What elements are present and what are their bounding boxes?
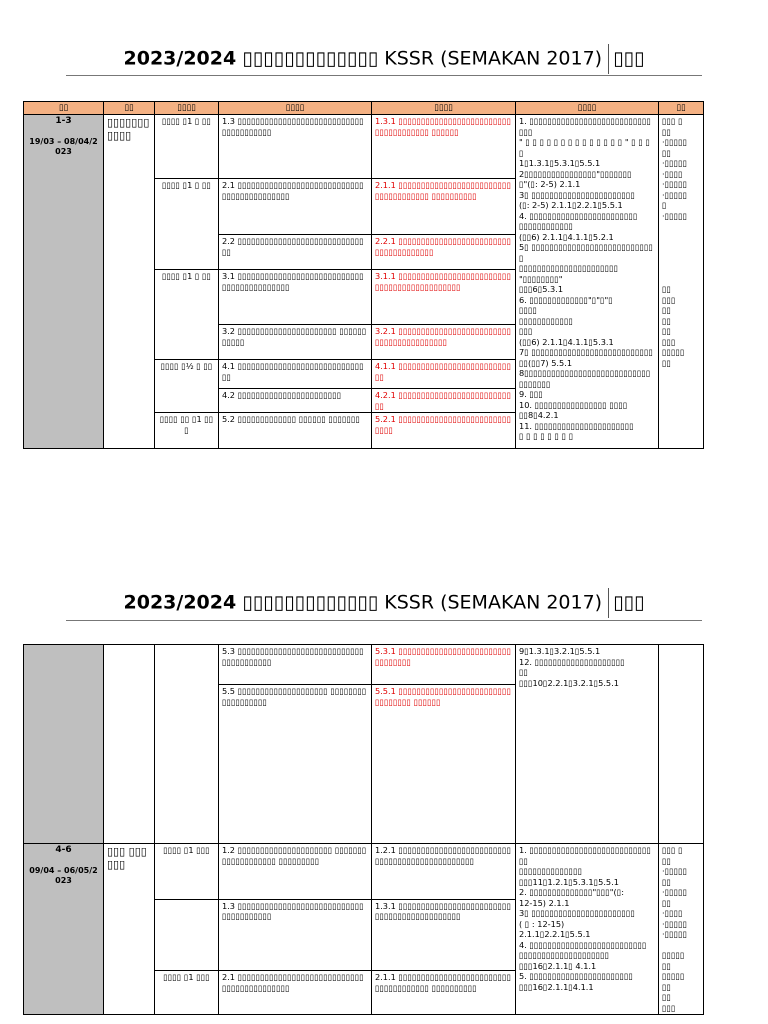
activity-line: 3▯ ▯▯▯▯▯▯▯▯▯▯▯▯▯▯▯▯▯▯▯▯▯▯▯: [519, 908, 635, 918]
note-line: ·▯▯▯▯▯: [662, 918, 688, 929]
title-kssr: KSSR (SEMAKAN 2017): [384, 47, 603, 70]
learning-standard: 3.2.1 ▯▯▯▯▯▯▯▯▯▯▯▯▯▯▯▯▯▯▯▯▯▯▯▯▯▯▯▯▯▯▯▯▯▯▯▯▯▯▯▯▯: [372, 325, 516, 360]
activity-line: 2.1.1▯2.2.1▯5.5.1: [519, 929, 591, 939]
note-line: ▯▯: [662, 126, 672, 137]
title-year: 2023/2024: [123, 47, 237, 70]
header-notes: ▯▯: [659, 102, 704, 115]
content-standard: 2.1 ▯▯▯▯▯▯▯▯▯▯▯▯▯▯▯▯▯▯▯▯▯▯▯▯▯▯▯▯▯▯▯▯▯▯▯▯▯▯▯▯▯▯▯: [219, 971, 372, 1015]
skill-cell: ▯▯▯▯ ▯1 ▯ ▯▯: [155, 270, 219, 360]
week-cell: [24, 844, 104, 1015]
title-year: 2023/2024: [123, 591, 237, 614]
note-line: ·▯▯▯▯▯: [662, 887, 688, 897]
activity-line: ▯▯▯6▯5.3.1: [519, 284, 564, 294]
week-cell: [24, 645, 104, 844]
note-line: ·▯▯▯▯▯: [662, 137, 688, 147]
activity-line: 10. ▯▯▯▯▯▯▯▯▯▯▯▯▯▯▯▯ ▯▯▯▯: [519, 399, 628, 410]
activity-line: ▯▯▯▯▯▯▯▯▯▯▯▯: [519, 315, 574, 326]
note-line: [662, 221, 700, 232]
notes-cell: [659, 645, 704, 844]
scheme-table-2: [23, 644, 704, 1015]
note-line: ▯▯▯▯▯: [662, 950, 685, 960]
note-line: ▯▯: [662, 981, 672, 992]
activity-line: 9. ▯▯▯: [519, 389, 543, 399]
content-standard: 5.3 ▯▯▯▯▯▯▯▯▯▯▯▯▯▯▯▯▯▯▯▯▯▯▯▯▯▯▯▯▯▯▯▯▯▯▯▯▯▯▯: [219, 645, 372, 685]
table-header-row: [24, 102, 704, 115]
activity-line: 11. ▯▯▯▯▯▯▯▯▯▯▯▯▯▯▯▯▯▯▯▯▯▯: [519, 420, 634, 431]
notes-cell: [659, 844, 704, 1015]
skill-cell: [155, 899, 219, 971]
activity-line: ▯"(▯: 2-5) 2.1.1: [519, 179, 581, 189]
activity-line: 2▯▯▯▯▯▯▯▯▯▯▯▯▯▯▯▯"▯▯▯▯▯▯▯: [519, 168, 632, 179]
activity-line: ▯▯▯10▯2.2.1▯3.2.1▯5.5.1: [519, 677, 619, 688]
note-line: ▯▯: [662, 876, 672, 887]
activities-cell: [516, 115, 659, 449]
note-line: [662, 232, 700, 243]
page-title: [66, 44, 702, 74]
note-line: ▯: [662, 200, 667, 210]
activity-line: 4. ▯▯▯▯▯▯▯▯▯▯▯▯▯▯▯▯▯▯▯▯▯▯▯▯▯▯: [519, 939, 647, 950]
content-standard: 4.1 ▯▯▯▯▯▯▯▯▯▯▯▯▯▯▯▯▯▯▯▯▯▯▯▯▯▯▯▯▯▯: [219, 360, 372, 389]
activity-line: 5▯ ▯▯▯▯▯▯▯▯▯▯▯▯▯▯▯▯▯▯▯▯▯▯▯▯▯▯▯▯: [519, 242, 653, 263]
note-line: ·▯▯▯▯▯: [662, 189, 688, 200]
week-number: 4-6: [55, 845, 72, 855]
activity-line: ▯▯▯▯▯▯▯▯▯▯▯▯▯▯▯▯▯▯▯▯▯▯: [519, 263, 619, 273]
note-line: ·▯▯▯▯▯: [662, 179, 688, 189]
activity-line: 8▯▯▯▯▯▯▯▯▯▯▯▯▯▯▯▯▯▯▯▯▯▯▯▯▯▯▯▯: [519, 368, 651, 378]
learning-standard: 5.2.1 ▯▯▯▯▯▯▯▯▯▯▯▯▯▯▯▯▯▯▯▯▯▯▯▯▯▯▯▯▯: [372, 413, 516, 449]
note-line: ·▯▯▯▯▯: [662, 210, 688, 221]
week-number: 1-3: [55, 116, 72, 126]
skill-cell: ▯▯▯▯ ▯1 ▯▯▯: [155, 844, 219, 900]
title-rule: [66, 75, 702, 76]
content-standard: 2.2 ▯▯▯▯▯▯▯▯▯▯▯▯▯▯▯▯▯▯▯▯▯▯▯▯▯▯▯▯▯▯: [219, 235, 372, 270]
content-standard: 3.2 ▯▯▯▯▯▯▯▯▯▯▯▯▯▯▯▯▯▯▯▯▯▯ ▯▯▯▯▯▯▯▯▯▯▯: [219, 325, 372, 360]
note-line: ▯▯▯ ▯: [662, 116, 683, 126]
title-suffix: ▯▯▯: [613, 47, 645, 70]
activity-line: 4. ▯▯▯▯▯▯▯▯▯▯▯▯▯▯▯▯▯▯▯▯▯▯▯▯: [519, 210, 638, 221]
activity-line: ▯▯▯16▯2.1.1▯4.1.1: [519, 981, 594, 992]
learning-standard: 4.1.1 ▯▯▯▯▯▯▯▯▯▯▯▯▯▯▯▯▯▯▯▯▯▯▯▯▯▯▯: [372, 360, 516, 389]
note-line: ▯▯: [662, 992, 672, 1002]
skill-cell: ▯▯▯▯ ▯1 ▯ ▯▯: [155, 179, 219, 270]
week-dates: 19/03 – 08/04/2023: [29, 136, 98, 156]
theme-cell: ▯▯▯ ▯▯▯▯▯▯: [104, 844, 155, 1015]
note-line: ▯▯: [662, 960, 672, 971]
activity-line: 2. ▯▯▯▯▯▯▯▯▯▯▯▯▯▯"▯▯▯"(▯:: [519, 887, 624, 897]
note-line: ▯▯▯▯▯: [662, 347, 685, 357]
page-title: [66, 588, 702, 618]
learning-standard: 1.3.1 ▯▯▯▯▯▯▯▯▯▯▯▯▯▯▯▯▯▯▯▯▯▯▯▯▯▯▯▯▯▯▯▯▯▯▯▯▯▯▯▯▯▯▯▯: [372, 899, 516, 971]
skill-cell: ▯▯▯▯ ▯▯ ▯1 ▯▯▯: [155, 413, 219, 449]
learning-standard: 5.3.1 ▯▯▯▯▯▯▯▯▯▯▯▯▯▯▯▯▯▯▯▯▯▯▯▯▯▯▯▯▯▯▯▯▯: [372, 645, 516, 685]
content-standard: 5.2 ▯▯▯▯▯▯▯▯▯▯▯▯▯ ▯▯▯▯▯▯ ▯▯▯▯▯▯▯: [219, 413, 372, 449]
activity-line: ▯▯▯▯▯▯▯▯▯▯▯▯: [519, 221, 574, 231]
title-suffix: ▯▯▯: [613, 591, 645, 614]
activity-line: ▯ ▯ ▯ ▯ ▯ ▯ ▯ ▯: [519, 431, 574, 441]
note-line: [662, 253, 700, 264]
header-learning-standard: ▯▯▯▯: [372, 102, 516, 115]
learning-standard: 2.1.1 ▯▯▯▯▯▯▯▯▯▯▯▯▯▯▯▯▯▯▯▯▯▯▯▯▯▯▯▯▯▯▯▯▯▯▯▯▯ ▯▯▯▯▯▯▯▯▯▯: [372, 971, 516, 1015]
content-standard: 1.3 ▯▯▯▯▯▯▯▯▯▯▯▯▯▯▯▯▯▯▯▯▯▯▯▯▯▯▯▯▯▯▯▯▯▯▯▯▯▯▯: [219, 115, 372, 179]
learning-standard: 1.3.1 ▯▯▯▯▯▯▯▯▯▯▯▯▯▯▯▯▯▯▯▯▯▯▯▯▯▯▯▯▯▯▯▯▯▯▯▯▯ ▯▯▯▯▯▯: [372, 115, 516, 179]
title-main: ▯▯▯▯▯▯▯▯▯▯▯▯▯: [242, 47, 379, 70]
learning-standard: 5.5.1 ▯▯▯▯▯▯▯▯▯▯▯▯▯▯▯▯▯▯▯▯▯▯▯▯▯▯▯▯▯▯▯▯▯ ▯▯▯▯▯▯: [372, 685, 516, 844]
content-standard: 3.1 ▯▯▯▯▯▯▯▯▯▯▯▯▯▯▯▯▯▯▯▯▯▯▯▯▯▯▯▯▯▯▯▯▯▯▯▯▯▯▯▯▯▯▯: [219, 270, 372, 325]
skill-cell: ▯▯▯▯ ▯1 ▯ ▯▯: [155, 115, 219, 179]
activity-line: " ▯ ▯ ▯ ▯ ▯ ▯ ▯ ▯ ▯ ▯ ▯ ▯ ▯ ▯ " ▯ ▯ ▯ ▯: [519, 137, 650, 158]
note-line: ▯▯: [662, 305, 672, 315]
title-main: ▯▯▯▯▯▯▯▯▯▯▯▯▯: [242, 591, 379, 614]
content-standard: 4.2 ▯▯▯▯▯▯▯▯▯▯▯▯▯▯▯▯▯▯▯▯▯▯▯: [219, 389, 372, 413]
activities-cell: [516, 844, 659, 1015]
activity-line: (▯: 2-5) 2.1.1▯2.2.1▯5.5.1: [519, 200, 623, 210]
note-line: ▯▯: [662, 284, 672, 294]
note-line: ▯▯▯▯▯: [662, 971, 685, 981]
notes-cell: [659, 115, 704, 449]
activities-cell: [516, 645, 659, 844]
activity-line: 5. ▯▯▯▯▯▯▯▯▯▯▯▯▯▯▯▯▯▯▯▯▯▯▯: [519, 971, 634, 981]
theme-cell: [104, 645, 155, 844]
note-line: ·▯▯▯▯: [662, 908, 683, 918]
activity-line: "▯▯▯▯▯▯▯▯": [519, 273, 563, 284]
activity-line: 3▯ ▯▯▯▯▯▯▯▯▯▯▯▯▯▯▯▯▯▯▯▯▯▯▯: [519, 189, 635, 200]
content-standard: 1.3 ▯▯▯▯▯▯▯▯▯▯▯▯▯▯▯▯▯▯▯▯▯▯▯▯▯▯▯▯▯▯▯▯▯▯▯▯▯▯▯: [219, 899, 372, 971]
activity-line: ▯▯▯▯▯▯▯▯▯▯▯▯▯▯▯▯▯▯▯▯: [519, 950, 610, 960]
note-line: ▯▯▯: [662, 336, 676, 347]
week-dates: 09/04 – 06/05/2023: [29, 865, 98, 885]
activity-line: ▯▯▯16▯2.1.1▯ 4.1.1: [519, 960, 597, 971]
note-line: ·▯▯▯▯▯: [662, 929, 688, 939]
content-standard: 5.5 ▯▯▯▯▯▯▯▯▯▯▯▯▯▯▯▯▯▯▯▯ ▯▯▯▯▯▯▯▯▯▯▯▯▯▯▯▯▯▯: [219, 685, 372, 844]
theme-cell: ▯▯▯▯▯▯▯▯▯▯▯: [104, 115, 155, 449]
note-line: ▯▯: [662, 357, 672, 368]
activity-line: 12-15) 2.1.1: [519, 897, 570, 908]
note-line: [662, 940, 700, 951]
skill-cell: [155, 645, 219, 844]
learning-standard: 1.2.1 ▯▯▯▯▯▯▯▯▯▯▯▯▯▯▯▯▯▯▯▯▯▯▯▯▯▯▯▯▯▯▯▯▯▯▯▯▯▯▯▯▯▯▯▯▯▯▯: [372, 844, 516, 900]
learning-standard: 3.1.1 ▯▯▯▯▯▯▯▯▯▯▯▯▯▯▯▯▯▯▯▯▯▯▯▯▯▯▯▯▯▯▯▯▯▯▯▯▯▯▯▯▯▯▯▯: [372, 270, 516, 325]
activity-line: ▯▯▯▯: [519, 305, 538, 315]
note-line: ·▯▯▯▯: [662, 168, 683, 179]
activity-line: 7▯ ▯▯▯▯▯▯▯▯▯▯▯▯▯▯▯▯▯▯▯▯▯▯▯▯▯▯▯: [519, 347, 653, 357]
learning-standard: 2.2.1 ▯▯▯▯▯▯▯▯▯▯▯▯▯▯▯▯▯▯▯▯▯▯▯▯▯▯▯▯▯▯▯▯▯▯▯▯▯▯: [372, 235, 516, 270]
activity-line: ( ▯ : 12-15): [519, 918, 565, 929]
learning-standard: 4.2.1 ▯▯▯▯▯▯▯▯▯▯▯▯▯▯▯▯▯▯▯▯▯▯▯▯▯▯▯: [372, 389, 516, 413]
activity-line: ▯▯8▯4.2.1: [519, 410, 559, 420]
activity-line: ▯▯: [519, 667, 529, 677]
title-divider: [608, 44, 609, 74]
header-skill: ▯▯▯▯: [155, 102, 219, 115]
title-rule: [66, 620, 702, 621]
activity-line: 1. ▯▯▯▯▯▯▯▯▯▯▯▯▯▯▯▯▯▯▯▯▯▯▯▯▯▯▯▯▯▯: [519, 116, 652, 137]
note-line: ▯▯: [662, 855, 672, 866]
title-kssr: KSSR (SEMAKAN 2017): [384, 591, 603, 614]
activity-line: ▯▯▯▯▯▯▯▯▯▯▯▯▯▯: [519, 866, 583, 876]
header-content-standard: ▯▯▯▯: [219, 102, 372, 115]
scheme-table-1: [23, 101, 704, 449]
header-week: ▯▯: [24, 102, 104, 115]
note-line: [662, 263, 700, 274]
activity-line: 1▯1.3.1▯5.3.1▯5.5.1: [519, 158, 601, 168]
note-line: [662, 274, 700, 285]
header-activities: ▯▯▯▯: [516, 102, 659, 115]
activity-line: (▯▯6) 2.1.1▯4.1.1▯5.3.1: [519, 336, 614, 347]
content-standard: 1.2 ▯▯▯▯▯▯▯▯▯▯▯▯▯▯▯▯▯▯▯▯▯ ▯▯▯▯▯▯▯▯▯▯▯▯▯▯▯▯▯▯▯ ▯▯▯▯▯▯▯▯▯: [219, 844, 372, 900]
note-line: ▯▯: [662, 897, 672, 908]
note-line: ▯▯: [662, 315, 672, 326]
note-line: ▯▯: [662, 326, 672, 336]
activity-line: ▯▯▯11▯1.2.1▯5.3.1▯5.5.1: [519, 876, 619, 887]
activity-line: ▯▯▯: [519, 326, 533, 336]
note-line: [662, 242, 700, 253]
content-standard: 2.1 ▯▯▯▯▯▯▯▯▯▯▯▯▯▯▯▯▯▯▯▯▯▯▯▯▯▯▯▯▯▯▯▯▯▯▯▯▯▯▯▯▯▯▯: [219, 179, 372, 235]
title-divider: [608, 588, 609, 618]
skill-cell: ▯▯▯▯ ▯½ ▯ ▯▯: [155, 360, 219, 413]
activity-line: ▯▯(▯▯7) 5.5.1: [519, 357, 573, 368]
note-line: ▯▯▯: [662, 1002, 676, 1013]
note-line: ▯▯: [662, 147, 672, 158]
note-line: ▯▯▯: [662, 294, 676, 305]
activity-line: 1. ▯▯▯▯▯▯▯▯▯▯▯▯▯▯▯▯▯▯▯▯▯▯▯▯▯▯▯▯▯: [519, 845, 652, 866]
note-line: ·▯▯▯▯▯: [662, 866, 688, 876]
activity-line: 6. ▯▯▯▯▯▯▯▯▯▯▯▯▯"▯"▯"▯: [519, 294, 613, 305]
skill-cell: ▯▯▯▯ ▯1 ▯▯▯: [155, 971, 219, 1015]
learning-standard: 2.1.1 ▯▯▯▯▯▯▯▯▯▯▯▯▯▯▯▯▯▯▯▯▯▯▯▯▯▯▯▯▯▯▯▯▯▯▯▯▯ ▯▯▯▯▯▯▯▯▯▯: [372, 179, 516, 235]
note-line: ▯▯▯ ▯: [662, 845, 683, 855]
activity-line: ▯▯▯▯▯▯▯: [519, 378, 551, 389]
activity-line: 9▯1.3.1▯3.2.1▯5.5.1: [519, 646, 601, 656]
header-theme: ▯▯: [104, 102, 155, 115]
activity-line: 12. ▯▯▯▯▯▯▯▯▯▯▯▯▯▯▯▯▯▯▯▯: [519, 656, 625, 667]
activity-line: (▯▯6) 2.1.1▯4.1.1▯5.2.1: [519, 231, 614, 242]
week-cell: [24, 115, 104, 449]
note-line: ·▯▯▯▯▯: [662, 158, 688, 168]
